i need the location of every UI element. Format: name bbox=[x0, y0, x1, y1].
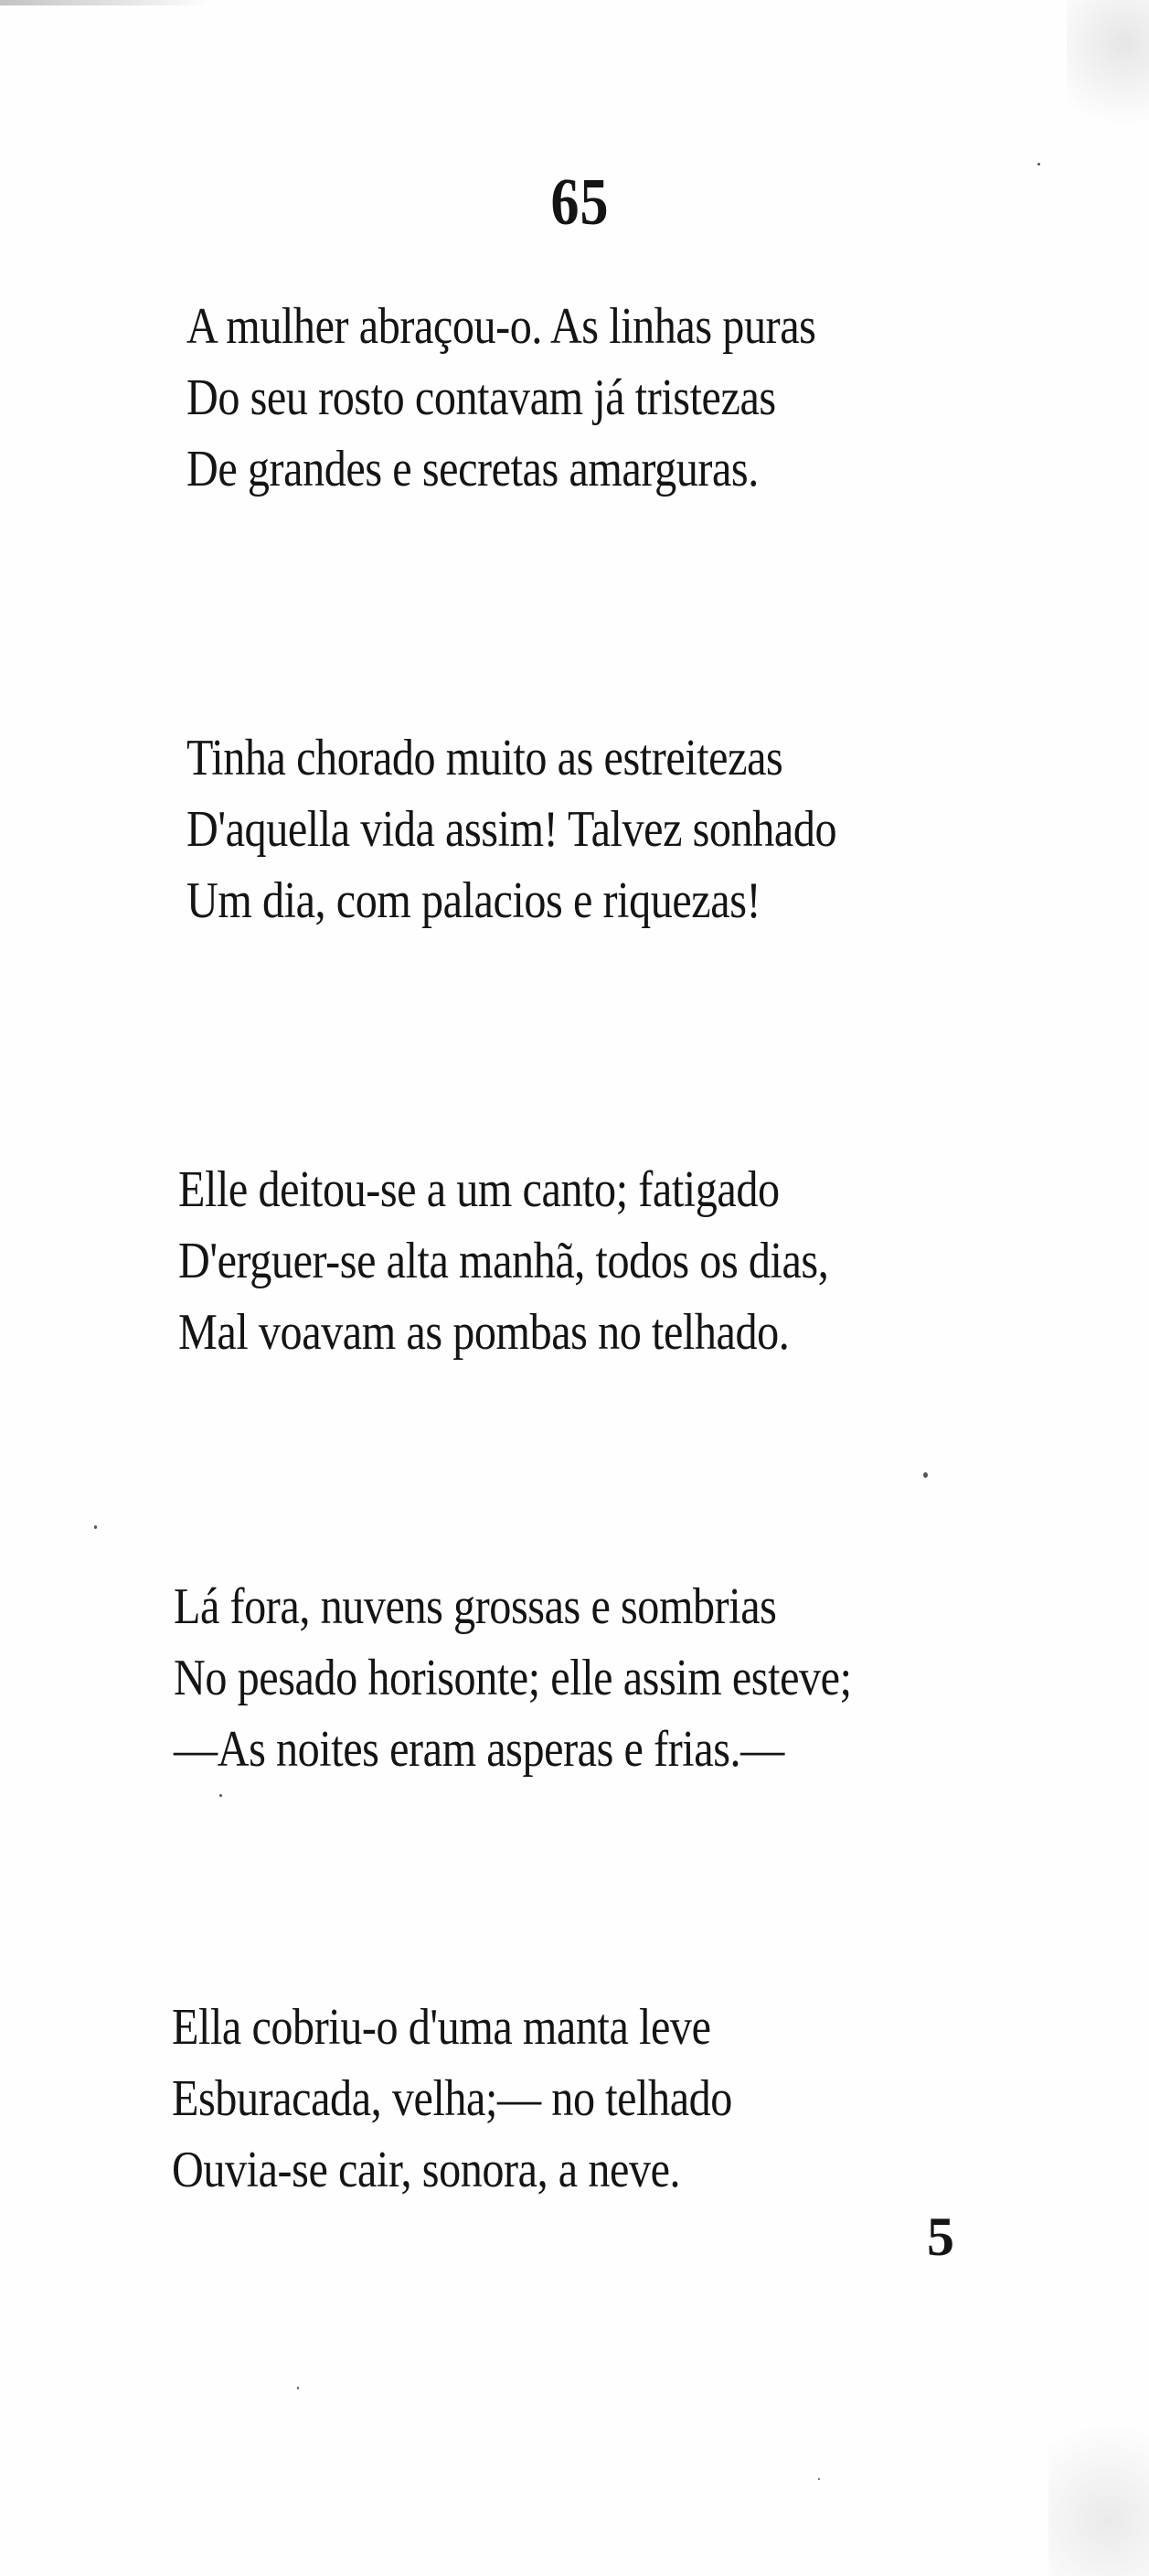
print-speck bbox=[219, 1794, 222, 1797]
verse-line: Tinha chorado muito as estreitezas bbox=[186, 730, 783, 786]
verse-line: A mulher abraçou-o. As linhas puras bbox=[186, 298, 816, 355]
verse-line: Lá fora, nuvens grossas e sombrias bbox=[174, 1578, 777, 1635]
verse-line: Esburacada, velha;— no telhado bbox=[172, 2070, 732, 2127]
print-speck bbox=[818, 2478, 820, 2480]
scan-edge-artifact bbox=[1067, 0, 1149, 146]
verse-line: Mal voavam as pombas no telhado. bbox=[178, 1304, 790, 1361]
verse-line: No pesado horisonte; elle assim esteve; bbox=[174, 1650, 852, 1706]
stanza-1 bbox=[186, 291, 815, 505]
stanza-5 bbox=[172, 1992, 732, 2206]
verse-line: D'aquella vida assim! Talvez sonhado bbox=[186, 801, 837, 858]
verse-line: Do seu rosto contavam já tristezas bbox=[186, 369, 776, 426]
verse-line: —As noites eram asperas e frias.— bbox=[174, 1721, 784, 1778]
verse-line: D'erguer-se alta manhã, todos os dias, bbox=[178, 1233, 829, 1289]
stanza-4 bbox=[174, 1571, 852, 1785]
verse-line: Ouvia-se cair, sonora, a neve. bbox=[172, 2142, 681, 2198]
scan-edge-artifact bbox=[1048, 2393, 1149, 2576]
verse-line: Um dia, com palacios e riquezas! bbox=[186, 872, 761, 929]
print-speck bbox=[94, 1525, 97, 1529]
print-speck bbox=[923, 1472, 928, 1478]
verse-line: Elle deitou-se a um canto; fatigado bbox=[178, 1161, 780, 1218]
page-number: 65 bbox=[550, 166, 610, 240]
stanza-3 bbox=[178, 1154, 828, 1368]
verse-line: De grandes e secretas amarguras. bbox=[186, 441, 759, 497]
verse-line: Ella cobriu-o d'uma manta leve bbox=[172, 1999, 711, 2056]
print-speck bbox=[297, 2387, 299, 2389]
scan-edge-artifact bbox=[0, 0, 210, 5]
stanza-2 bbox=[186, 722, 836, 936]
signature-mark: 5 bbox=[927, 2207, 954, 2267]
print-speck bbox=[1037, 163, 1040, 166]
